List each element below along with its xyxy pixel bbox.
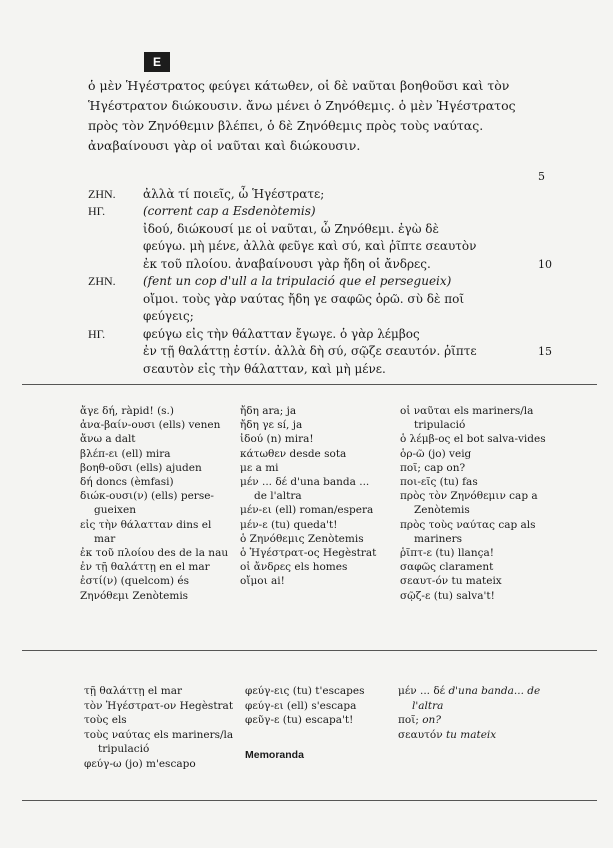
- line-number: 10: [538, 257, 552, 271]
- glossary-entry: δή doncs (èmfasi): [80, 476, 174, 489]
- divider: [22, 800, 597, 801]
- glossary-entry: μέν ... δέ d'una banda ...: [240, 476, 370, 489]
- glossary-entry: ποι-εῖς (tu) fas: [400, 476, 478, 489]
- memoranda-translation: tu mateix: [445, 728, 497, 741]
- memoranda-greek: ποῖ;: [398, 714, 419, 726]
- glossary-column-1: [80, 404, 240, 603]
- dialogue-text: φεύγω. μὴ μένε, ἀλλὰ φεῦγε καὶ σύ, καὶ ῥῖπτε σεαυτὸν: [143, 239, 477, 253]
- dialogue-line: [88, 168, 558, 186]
- glossary-entry: ἀνα-βαίν-ουσι (ells) venen: [80, 419, 221, 432]
- dialogue-text: φεύγω εἰς τὴν θάλατταν ἔγωγε. ὁ γὰρ λέμβος: [143, 326, 420, 341]
- dialogue-text: ἀλλὰ τί ποιεῖς, ὦ Ἡγέστρατε;: [143, 186, 325, 201]
- glossary-entry: tripulació: [414, 419, 466, 432]
- glossary-entry: βλέπ-ει (ell) mira: [80, 447, 171, 460]
- dialogue-line: [88, 186, 558, 204]
- intro-line: πρὸς τὸν Ζηνόθεμιν βλέπει, ὁ δὲ Ζηνόθεμις πρὸς τοὺς ναύτας.: [88, 118, 484, 133]
- glossary-entry: ἐστί(ν) (quelcom) és: [80, 575, 189, 588]
- intro-line: ὁ μὲν Ἡγέστρατος φεύγει κάτωθεν, οἱ δὲ ναῦται βοηθοῦσι καὶ τὸν: [88, 78, 510, 93]
- glossary-entry: μέν-ε (tu) queda't!: [240, 518, 338, 531]
- dialogue-line: [88, 343, 558, 361]
- glossary-entry: ἄνω a dalt: [80, 433, 136, 446]
- glossary-entry: ποῖ; cap on?: [400, 461, 466, 474]
- glossary-entry: οἱ ναῦται els mariners/la: [400, 405, 534, 417]
- dialogue-line: [88, 256, 558, 274]
- glossary-entry: de l'altra: [254, 490, 302, 503]
- memoranda-translation: l'altra: [412, 699, 444, 712]
- glossary-entry: mariners: [414, 532, 462, 545]
- speaker-label: ΗΓ.: [88, 204, 106, 218]
- memoranda-greek: σεαυτόν: [398, 728, 443, 741]
- glossary-entry: εἰς τὴν θάλατταν dins el: [80, 518, 212, 531]
- divider: [22, 650, 597, 651]
- dialogue-line: [88, 291, 558, 309]
- glossary-entry: gueixen: [94, 504, 136, 517]
- glossary-entry: ἐν τῇ θαλάττῃ en el mar: [80, 561, 210, 574]
- memoranda-translation: d'una banda... de: [448, 685, 541, 697]
- line-number: 15: [538, 345, 552, 358]
- glossary-entry: Ζηνόθεμι Zenòtemis: [80, 589, 189, 602]
- dialogue-line: [88, 361, 558, 379]
- glossary-entry: κάτωθεν desde sota: [240, 447, 347, 460]
- dialogue-line: [88, 326, 558, 344]
- glossary-entry: τὸν Ἡγέστρατ-ον Hegèstrat: [84, 699, 234, 712]
- glossary-entry: σεαυτ-όν tu mateix: [400, 575, 502, 588]
- glossary-entry: mar: [94, 532, 116, 545]
- memoranda-greek: μέν ... δέ: [398, 685, 446, 697]
- glossary-column-3: [400, 404, 580, 603]
- memoranda-entry: [398, 728, 573, 743]
- vocab-column-1: [84, 684, 234, 771]
- dialogue-line: [88, 221, 558, 239]
- glossary-entry: οἴμοι ai!: [240, 575, 285, 588]
- vocab-column-2: [245, 684, 390, 762]
- memoranda-entry: [398, 713, 573, 728]
- dialogue-line: [88, 308, 558, 326]
- dialogue: [88, 168, 558, 378]
- dialogue-text: ἐν τῇ θαλάττῃ ἐστίν. ἀλλὰ δὴ σύ, σῷζε σεαυτόν. ῥῖπτε: [143, 344, 477, 358]
- glossary-entry: ἤδη γε sí, ja: [240, 419, 303, 432]
- memoranda-translation: on?: [422, 714, 441, 726]
- dialogue-text: ἐκ τοῦ πλοίου. ἀναβαίνουσι γὰρ ἤδη οἱ ἄνδρες.: [143, 256, 431, 271]
- glossary-entry: τοὺς els: [84, 714, 127, 726]
- glossary-entry: τῇ θαλάττῃ el mar: [84, 685, 182, 697]
- dialogue-line: [88, 273, 558, 291]
- intro-line: Ἡγέστρατον διώκουσιν. ἄνω μένει ὁ Ζηνόθεμις. ὁ μὲν Ἡγέστρατος: [88, 98, 516, 113]
- glossary-entry: φεύγ-ει (ell) s'escapa: [245, 699, 357, 712]
- glossary-entry: ἄγε δή, ràpid! (s.): [80, 405, 174, 417]
- glossary-entry: ὁ λέμβ-ος el bot salva-vides: [400, 433, 546, 446]
- glossary-entry: σῷζ-ε (tu) salva't!: [400, 589, 495, 602]
- dialogue-line: [88, 203, 558, 221]
- glossary-entry: σαφῶς clarament: [400, 561, 494, 574]
- dialogue-text: ἰδού, διώκουσί με οἱ ναῦται, ὦ Ζηνόθεμι. ἐγὼ δὲ: [143, 221, 439, 236]
- speaker-label: ΖΗΝ.: [88, 186, 116, 201]
- memoranda-heading: Memoranda: [245, 748, 304, 761]
- glossary-entry: ὁ Ζηνόθεμις Zenòtemis: [240, 532, 364, 545]
- glossary-entry: tripulació: [98, 743, 150, 755]
- stage-direction: (fent un cop d'ull a la tripulació que el persegueix): [143, 274, 452, 288]
- memoranda-entry: [398, 684, 573, 699]
- glossary-entry: Zenòtemis: [414, 504, 470, 517]
- glossary-entry: ἤδη ara; ja: [240, 405, 297, 417]
- speaker-label: ΗΓ.: [88, 326, 106, 341]
- glossary-entry: ἐκ τοῦ πλοίου des de la nau: [80, 547, 229, 560]
- line-number: 5: [538, 170, 545, 183]
- divider: [22, 384, 597, 385]
- glossary-entry: ῥῖπτ-ε (tu) llança!: [400, 547, 494, 560]
- glossary-entry: ὁ Ἡγέστρατ-ος Hegèstrat: [240, 547, 377, 560]
- dialogue-line: [88, 238, 558, 256]
- glossary-entry: βοηθ-οῦσι (ells) ajuden: [80, 461, 202, 474]
- speaker-label: ΖΗΝ.: [88, 274, 116, 288]
- glossary-entry: φεύγ-εις (tu) t'escapes: [245, 685, 365, 697]
- glossary-entry: πρὸς τὸν Ζηνόθεμιν cap a: [400, 490, 538, 503]
- intro-line: ἀναβαίνουσι γὰρ οἱ ναῦται καὶ διώκουσιν.: [88, 138, 361, 153]
- glossary-entry: πρὸς τοὺς ναύτας cap als: [400, 518, 536, 531]
- glossary-entry: φεύγ-ω (jo) m'escapo: [84, 757, 196, 770]
- glossary-entry: διώκ-ουσι(ν) (ells) perse-: [80, 490, 214, 503]
- glossary-entry: οἱ ἄνδρες els homes: [240, 561, 348, 574]
- stage-direction: (corrent cap a Esdenòtemis): [143, 204, 316, 218]
- dialogue-text: φεύγεις;: [143, 309, 194, 323]
- glossary-column-2: [240, 404, 400, 589]
- glossary-entry: ὁρ-ῶ (jo) veig: [400, 447, 472, 460]
- dialogue-text: οἴμοι. τοὺς γὰρ ναύτας ἤδη γε σαφῶς ὁρῶ. σὺ δὲ ποῖ: [143, 291, 465, 306]
- glossary-entry: μέν-ει (ell) roman/espera: [240, 504, 374, 517]
- glossary-entry: με a mi: [240, 461, 279, 474]
- section-badge: E: [144, 52, 170, 72]
- glossary-entry: τοὺς ναύτας els mariners/la: [84, 728, 234, 741]
- memoranda-column: [398, 684, 573, 742]
- intro-paragraph: [88, 76, 528, 156]
- glossary-entry: ἰδού (n) mira!: [240, 433, 314, 446]
- dialogue-text: σεαυτὸν εἰς τὴν θάλατταν, καὶ μὴ μένε.: [143, 361, 386, 376]
- glossary-entry: φεῦγ-ε (tu) escapa't!: [245, 714, 354, 726]
- memoranda-entry: [398, 699, 573, 714]
